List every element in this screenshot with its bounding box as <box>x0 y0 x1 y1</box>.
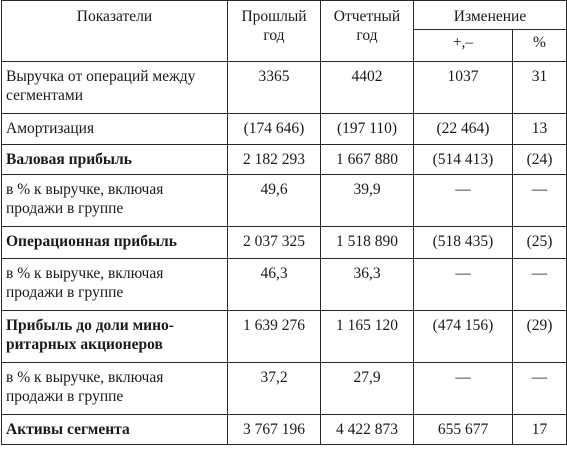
row-pct: 31 <box>513 62 567 114</box>
row-pct: (29) <box>513 311 567 363</box>
row-curr: 36,3 <box>321 259 414 311</box>
row-pct: — <box>513 363 567 415</box>
table-row <box>2 363 567 415</box>
row-pct: (25) <box>513 227 567 259</box>
table-row <box>2 175 567 227</box>
header-change: Изменение <box>414 1 567 30</box>
row-pct: 13 <box>513 114 567 145</box>
row-abs: (514 413) <box>414 145 513 175</box>
row-pct: — <box>513 175 567 227</box>
row-curr: 4402 <box>321 62 414 114</box>
row-prev: 46,3 <box>228 259 321 311</box>
table-row <box>2 145 567 175</box>
row-abs: 655 677 <box>414 415 513 445</box>
row-pct: (24) <box>513 145 567 175</box>
row-label: Валовая прибыль <box>2 145 228 175</box>
row-abs: — <box>414 363 513 415</box>
row-curr: 1 518 890 <box>321 227 414 259</box>
row-prev: 3365 <box>228 62 321 114</box>
table-row <box>2 114 567 145</box>
header-indicator: Показатели <box>2 1 228 62</box>
row-label: в % к выручке, включая продажи в группе <box>2 363 228 415</box>
row-curr: 27,9 <box>321 363 414 415</box>
row-curr: 1 165 120 <box>321 311 414 363</box>
header-change-abs: +,– <box>414 30 513 62</box>
row-abs: (22 464) <box>414 114 513 145</box>
row-curr: 39,9 <box>321 175 414 227</box>
row-prev: 1 639 276 <box>228 311 321 363</box>
table-row <box>2 227 567 259</box>
table-row <box>2 62 567 114</box>
row-curr: 4 422 873 <box>321 415 414 445</box>
row-curr: 1 667 880 <box>321 145 414 175</box>
row-prev: (174 646) <box>228 114 321 145</box>
row-label: Прибыль до доли мино-ритарных акционеров <box>2 311 228 363</box>
row-abs: (518 435) <box>414 227 513 259</box>
row-label: в % к выручке, включая продажи в группе <box>2 175 228 227</box>
row-label: в % к выручке, включая продажи в группе <box>2 259 228 311</box>
financial-table <box>1 0 567 445</box>
header-prev-year: Прошлый год <box>228 1 321 62</box>
row-prev: 37,2 <box>228 363 321 415</box>
table-row <box>2 311 567 363</box>
row-prev: 2 182 293 <box>228 145 321 175</box>
header-change-pct: % <box>513 30 567 62</box>
row-pct: 17 <box>513 415 567 445</box>
row-abs: — <box>414 175 513 227</box>
row-label: Операционная прибыль <box>2 227 228 259</box>
table-row <box>2 415 567 445</box>
row-prev: 2 037 325 <box>228 227 321 259</box>
row-prev: 3 767 196 <box>228 415 321 445</box>
row-abs: 1037 <box>414 62 513 114</box>
table-row <box>2 259 567 311</box>
header-curr-year: Отчетный год <box>321 1 414 62</box>
row-label: Амортизация <box>2 114 228 145</box>
row-pct: — <box>513 259 567 311</box>
row-abs: — <box>414 259 513 311</box>
row-label: Выручка от операций между сегментами <box>2 62 228 114</box>
row-label: Активы сегмента <box>2 415 228 445</box>
row-curr: (197 110) <box>321 114 414 145</box>
row-prev: 49,6 <box>228 175 321 227</box>
row-abs: (474 156) <box>414 311 513 363</box>
